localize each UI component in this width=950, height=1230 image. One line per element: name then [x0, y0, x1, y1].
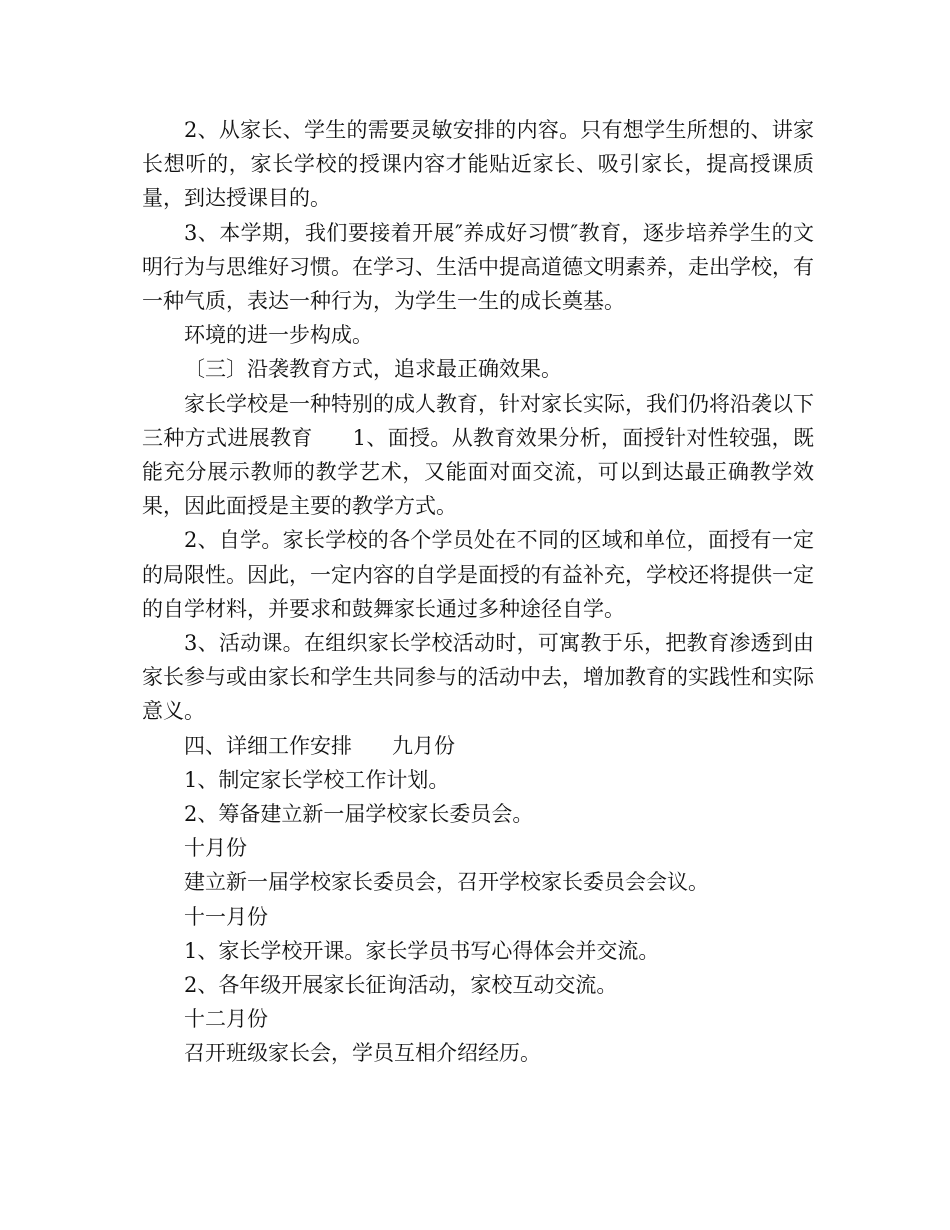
paragraph: 3、活动课。在组织家长学校活动时，可寓教于乐，把教育渗透到由家长参与或由家长和学生共同参与的活动中去，增加教育的实践性和实际意义。	[142, 631, 814, 724]
paragraph	[142, 387, 814, 524]
section-heading	[142, 729, 814, 763]
paragraph: 2、从家长、学生的需要灵敏安排的内容。只有想学生所想的、讲家长想听的，家长学校的授课内容才能贴近家长、吸引家长，提高授课质量，到达授课目的。	[142, 118, 814, 211]
month-label: 十月份	[184, 836, 247, 861]
paragraph-part: 家长学校是一种特别的成人教育，针对家长实际，我们仍将沿袭以下三种方式进展教育	[142, 391, 814, 450]
paragraph: 环境的进一步构成。	[184, 323, 373, 348]
list-item: 2、各年级开展家长征询活动，家校互动交流。	[184, 973, 618, 998]
section-heading: 〔三〕沿袭教育方式，追求最正确效果。	[184, 357, 562, 382]
list-item: 1、制定家长学校工作计划。	[184, 767, 450, 792]
month-label: 十一月份	[184, 904, 268, 929]
schedule-heading: 四、详细工作安排	[184, 733, 352, 758]
list-item: 建立新一届学校家长委员会，召开学校家长委员会会议。	[184, 870, 709, 895]
month-label: 九月份	[392, 733, 455, 758]
month-label: 十二月份	[184, 1007, 268, 1032]
document-body	[142, 113, 814, 1071]
paragraph: 2、自学。家长学校的各个学员处在不同的区域和单位，面授有一定的局限性。因此，一定内容的自学是面授的有益补充，学校还将提供一定的自学材料，并要求和鼓舞家长通过多种途径自学。	[142, 528, 814, 621]
paragraph-part: 1、面授。从教育效果分析，面授针对性较强，既能充分展示教师的教学艺术，又能面对面交流，可以到达最正确教学效果，因此面授是主要的教学方式。	[142, 425, 815, 519]
paragraph: 3、本学期，我们要接着开展″养成好习惯″教育，逐步培养学生的文明行为与思维好习惯。在学习、生活中提高道德文明素养，走出学校，有一种气质，表达一种行为，为学生一生的成长奠基。	[142, 220, 814, 314]
list-item: 2、筹备建立新一届学校家长委员会。	[184, 802, 534, 827]
list-item: 召开班级家长会，学员互相介绍经历。	[184, 1041, 541, 1066]
list-item: 1、家长学校开课。家长学员书写心得体会并交流。	[184, 938, 660, 963]
